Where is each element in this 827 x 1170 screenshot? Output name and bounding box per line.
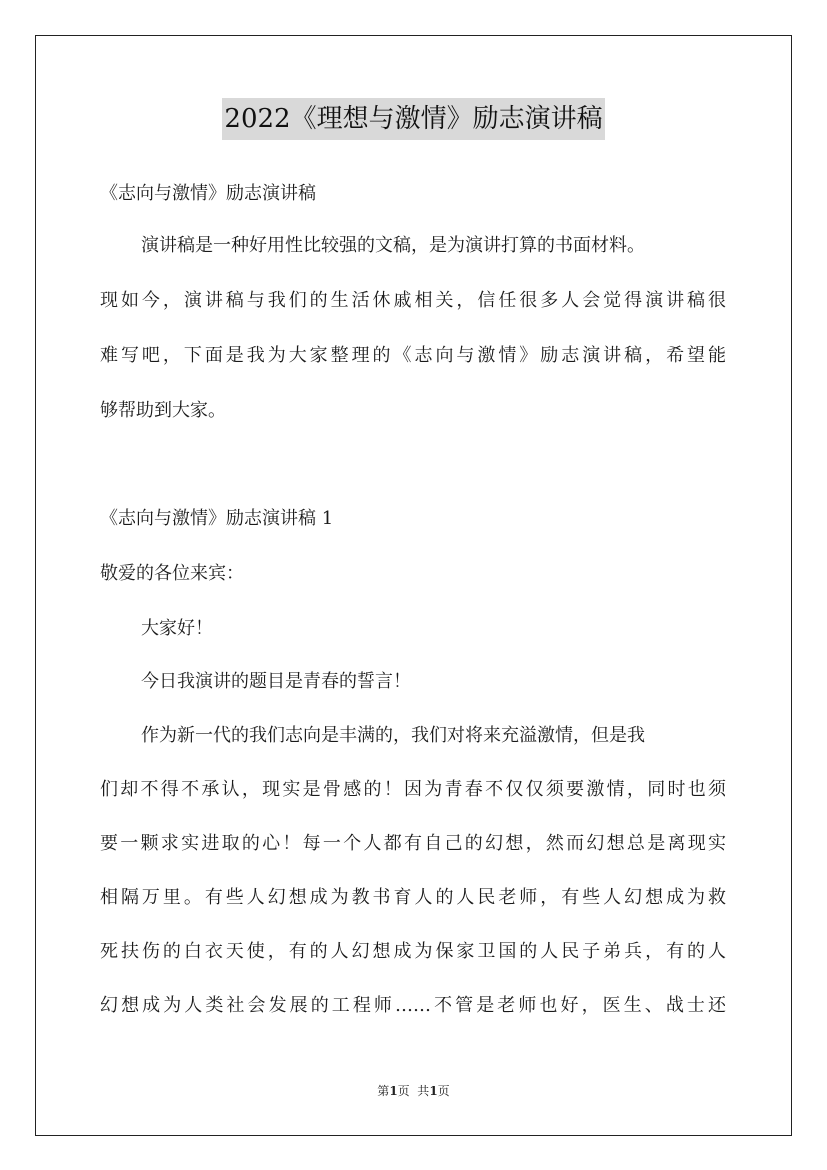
greeting: 大家好！ (141, 618, 213, 639)
body-line-5: 死扶伤的白衣天使，有的人幻想成为保家卫国的人民子弟兵，有的人 (100, 941, 726, 962)
body-line-2: 们却不得不承认，现实是骨感的！因为青春不仅仅须要激情，同时也须 (100, 779, 726, 800)
footer-mid: 页 共 (397, 1084, 430, 1098)
footer-page-total: 1 (429, 1084, 438, 1098)
footer-suffix: 页 (437, 1084, 450, 1098)
footer-prefix: 第 (377, 1084, 390, 1098)
topic-line: 今日我演讲的题目是青春的誓言！ (141, 671, 411, 692)
body-line-6: 幻想成为人类社会发展的工程师……不管是老师也好，医生、战士还 (100, 995, 726, 1016)
intro-line-4: 够帮助到大家。 (100, 400, 226, 421)
body-line-3: 要一颗求实进取的心！每一个人都有自己的幻想，然而幻想总是离现实 (100, 833, 726, 854)
section-heading: 《志向与激情》励志演讲稿 1 (100, 508, 334, 529)
footer-page-current: 1 (389, 1084, 398, 1098)
page-footer (0, 1083, 827, 1099)
intro-line-3: 难写吧，下面是我为大家整理的《志向与激情》励志演讲稿，希望能 (100, 345, 726, 366)
body-line-1: 作为新一代的我们志向是丰满的，我们对将来充溢激情，但是我 (141, 725, 645, 746)
body-line-4: 相隔万里。有些人幻想成为教书育人的人民老师，有些人幻想成为救 (100, 887, 726, 908)
intro-line-1: 演讲稿是一种好用性比较强的文稿，是为演讲打算的书面材料。 (141, 235, 645, 256)
salutation: 敬爱的各位来宾： (100, 563, 244, 584)
document-subtitle: 《志向与激情》励志演讲稿 (100, 183, 316, 204)
document-title: 2022《理想与激情》励志演讲稿 (222, 98, 604, 140)
intro-line-2: 现如今，演讲稿与我们的生活休戚相关，信任很多人会觉得演讲稿很 (100, 290, 726, 311)
title-block (0, 98, 827, 140)
